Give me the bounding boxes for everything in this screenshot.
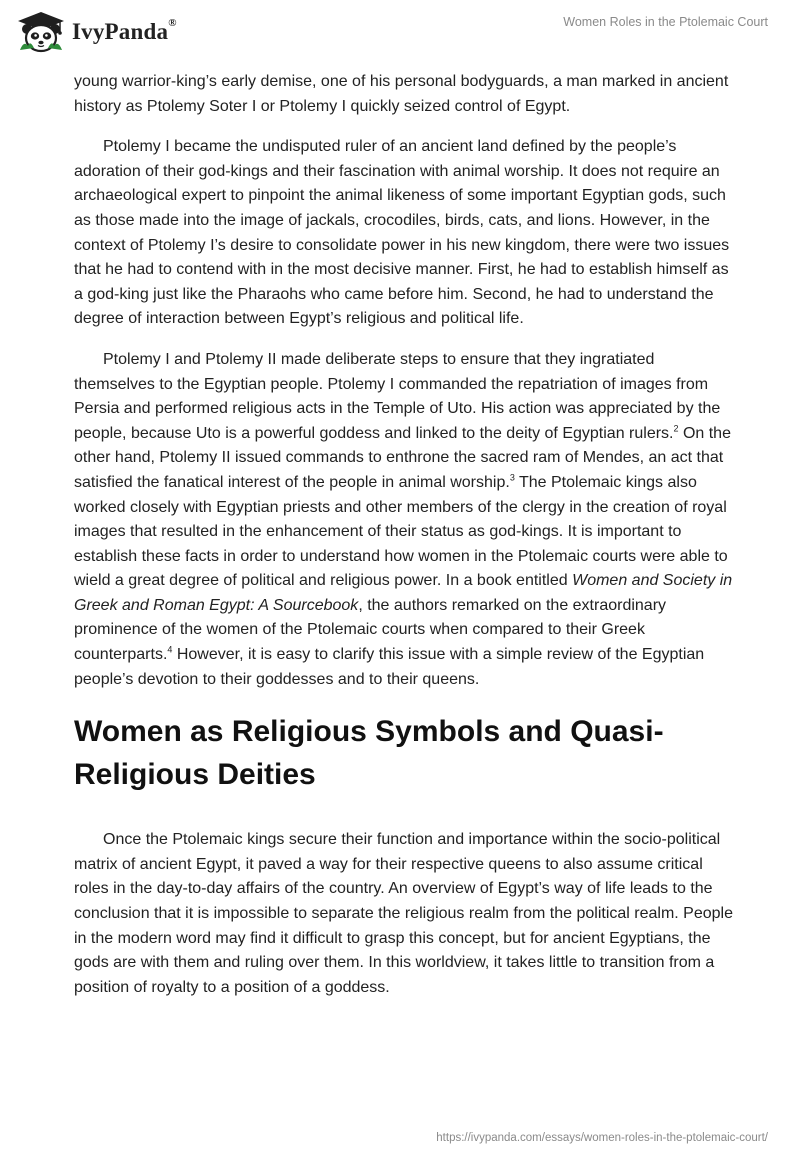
- essay-content: [74, 70, 734, 1016]
- panda-mascot-icon: [16, 10, 66, 54]
- section-heading: Women as Religious Symbols and Quasi-Religious Deities: [74, 715, 664, 792]
- brand-name: IvyPanda®: [72, 17, 177, 44]
- book-title: Women and Society in Greek and Roman Egypt: A Sourcebook: [74, 572, 733, 614]
- paragraph-3: Ptolemy I and Ptolemy II made deliberate steps to ensure that they ingratiated themselves to the Egyptian people. Ptolemy I commanded the repatriation of images from Persia and performed religious acts in the Temple of Uto. His action was appreciated by the people, because Uto is a powerful goddess and linked to the deity of Egyptian rulers.$^2$ On the other hand, Ptolemy II issued commands to enthrone the sacred ram of Mendes, an act that satisfied the fanatical interest of the people in animal worship.$^3$ The Ptolemaic kings also worked closely with Egyptian priests and other members of the clergy in the creation of royal images that resulted in the enhancement of their status as god-kings. It is important to establish these facts in order to understand how women in the Ptolemaic courts were able to wield a great degree of political and religious power. In a book entitled Women and Society in Greek and Roman Egypt: A Sourcebook, the authors remarked on the extraordinary prominence of the women of the Ptolemaic courts when compared to their Greek counterparts.$^4$ However, it is easy to clarify this issue with a simple review of the Egyptian people’s devotion to their goddesses and to their queens.: [74, 350, 733, 688]
- ivypanda-logo[interactable]: [16, 10, 177, 54]
- page-header: [0, 0, 800, 70]
- paragraph-2: Ptolemy I became the undisputed ruler of an ancient land defined by the people’s adoration of their god-kings and their fascination with animal worship. It does not require an archaeological expert to pinpoint the animal likeness of some important Egyptian gods, such as those made into the image of jackals, crocodiles, birds, cats, and lions. However, in the context of Ptolemy I’s desire to consolidate power in his new kingdom, there were two issues that he had to contend with in the most decisive manner. First, he had to establish himself as a god-king just like the Pharaohs who came before him. Second, he had to understand the degree of interaction between Egypt’s religious and political life.: [74, 138, 730, 328]
- footnote-3-ref[interactable]: 3: [509, 472, 515, 483]
- footnote-2-ref[interactable]: 2: [673, 423, 679, 434]
- paragraph-1: young warrior-king’s early demise, one of his personal bodyguards, a man marked in ancient history as Ptolemy Soter I or Ptolemy I quickly seized control of Egypt.: [74, 73, 729, 115]
- paragraph-4: Once the Ptolemaic kings secure their function and importance within the socio-political matrix of ancient Egypt, it paved a way for their respective queens to also assume critical roles in the day-to-day affairs of the country. An overview of Egypt’s way of life leads to the conclusion that it is impossible to separate the religious realm from the political realm. People in the modern word may find it difficult to grasp this concept, but for ancient Egyptians, the gods are with them and ruling over them. In this worldview, it takes little to transition from a position of royalty to a position of a goddess.: [74, 831, 733, 996]
- registered-mark: ®: [168, 17, 177, 30]
- footnote-4-ref[interactable]: 4: [167, 644, 173, 655]
- source-url[interactable]: https://ivypanda.com/essays/women-roles-in-the-ptolemaic-court/: [436, 1132, 768, 1144]
- document-title: Women Roles in the Ptolemaic Court: [563, 15, 768, 29]
